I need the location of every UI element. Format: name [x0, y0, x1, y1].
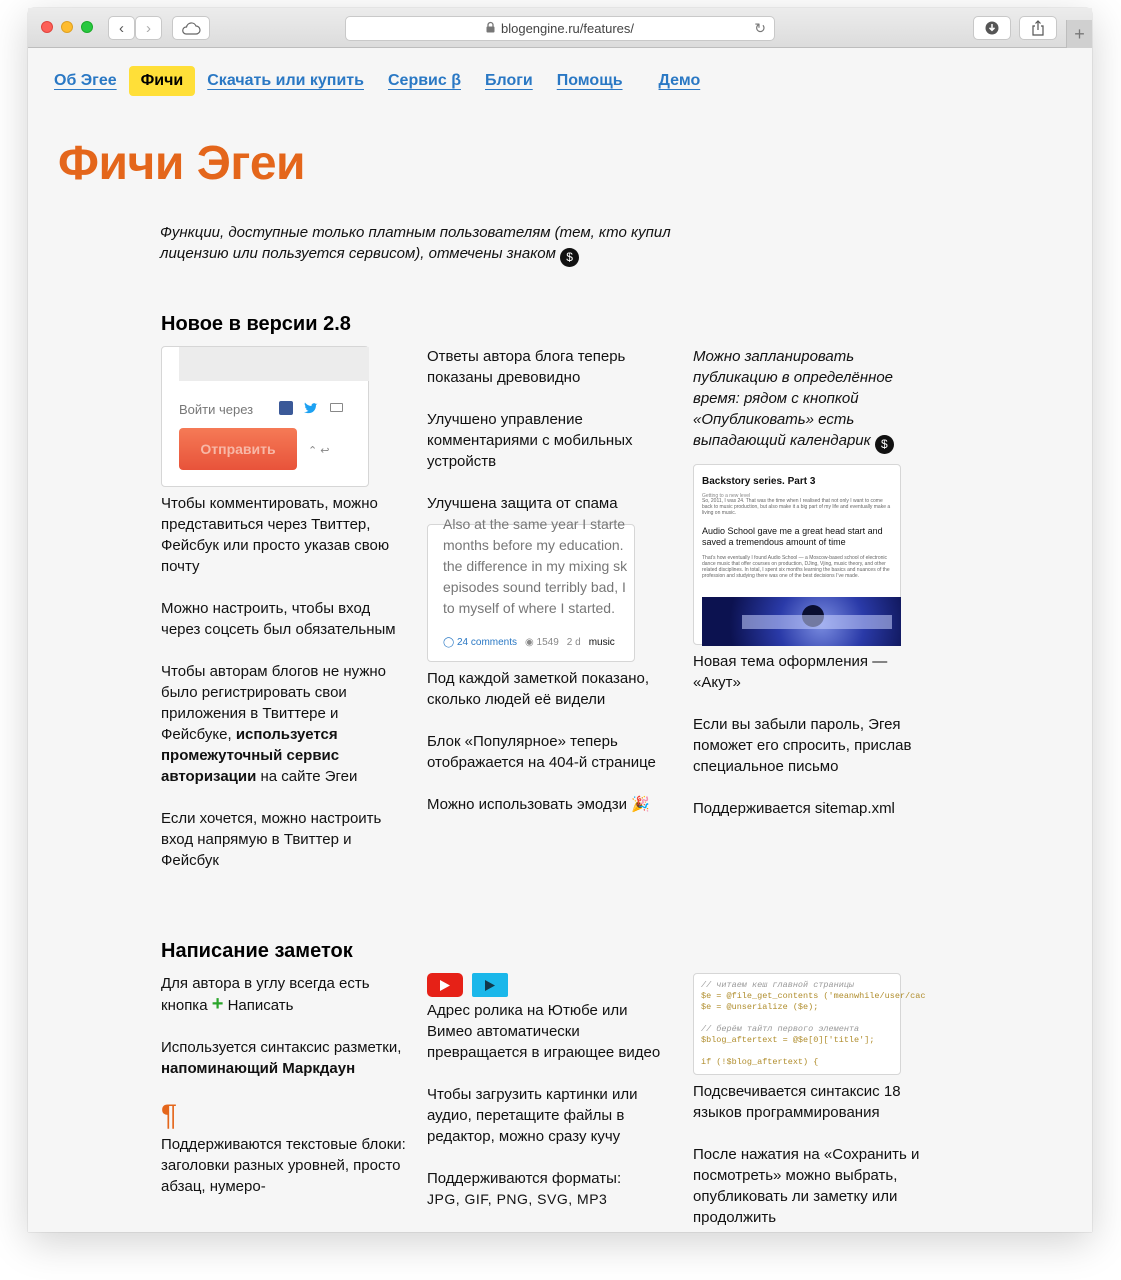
theme-post-title: Backstory series. Part 3: [702, 476, 816, 487]
share-icon: [1031, 20, 1045, 36]
download-icon: [985, 21, 999, 35]
feature-text-part: Используется синтаксис разметки,: [161, 1039, 402, 1056]
code-comment: // берём тайтл первого элемента: [701, 1024, 860, 1034]
submit-comment-button[interactable]: Отправить: [179, 428, 297, 470]
feature-text-part: на сайте Эгеи: [260, 768, 358, 785]
feature-text-part: Поддерживаются форматы:: [427, 1170, 622, 1187]
code-blank: [701, 1046, 893, 1057]
feature-text: Поддерживаются текстовые блоки: заголовки разных уровней, просто абзац, нумеро-: [161, 1136, 406, 1195]
feature-text-part: Чтобы авторам блогов не нужно было регистрировать свои приложения в Твиттере и Фейсбуке,: [161, 663, 386, 743]
pilcrow-icon: ¶: [161, 1099, 178, 1132]
code-comment: // читаем кеш главной страницы: [701, 980, 855, 990]
feature-text-bold: напоминающий Маркдаун: [161, 1060, 356, 1077]
feature-text: Под каждой заметкой показано, сколько людей её видели: [427, 670, 650, 708]
akut-theme-screenshot: [693, 464, 901, 645]
feature-text: [427, 794, 672, 815]
feature-text: Чтобы комментировать, можно представиться через Твиттер, Фейсбук или просто указав свою почту: [161, 495, 390, 575]
post-meta: [443, 632, 615, 653]
post-line: Also at the same year I starte: [443, 516, 626, 532]
post-line: months before my education.: [443, 537, 624, 553]
dollar-icon: $: [560, 248, 579, 267]
writing-column-3: [693, 973, 938, 1249]
facebook-icon: [279, 401, 293, 415]
theme-post-lead: Audio School gave me a great head start and saved a tremendous amount of time: [702, 526, 883, 547]
theme-post-paragraph: That’s how eventually I found Audio School — a Moscow-based school of electronic dance music that offer courses on production, DJing, Vjing, music theory, and other related disciplines. In total, I spent six months learning the basics and nuances of the profession and studying there was one of the best decisions I’ve made.: [702, 555, 890, 579]
share-button[interactable]: [1019, 16, 1057, 40]
feature-text: Новая тема оформления — «Акут»: [693, 653, 888, 691]
feature-text: [693, 346, 938, 454]
feature-text: Улучшено управление комментариями с мобильных устройств: [427, 411, 633, 470]
close-window-button[interactable]: [41, 21, 53, 33]
zoom-window-button[interactable]: [81, 21, 93, 33]
section-heading-new: Новое в версии 2.8: [161, 313, 351, 335]
theme-post-paragraph: So, 2011, I was 24. That was the time when I realised that not only I want to come back to music production, but also make it a big part of my life and eventually make a living on music.: [702, 498, 891, 516]
lock-icon: [486, 21, 495, 36]
writing-column-1: [161, 973, 406, 1218]
nav-service[interactable]: Сервис β: [387, 72, 461, 89]
browser-toolbar: [28, 8, 1092, 48]
youtube-icon: [427, 973, 463, 997]
post-views-screenshot: [427, 516, 635, 662]
theme-post-subtitle: Getting to a new level: [702, 493, 751, 499]
new-column-3: [693, 346, 938, 840]
page-title: Фичи Эгеи: [58, 137, 306, 190]
stage-light: [742, 615, 892, 629]
feature-text: Адрес ролика на Ютюбе или Вимео автоматически превращается в играющее видео: [427, 1002, 661, 1061]
new-column-1: [161, 346, 406, 892]
code-blank: [701, 1013, 893, 1024]
post-line: episodes sound terribly bad, I: [443, 579, 626, 595]
minimize-window-button[interactable]: [61, 21, 73, 33]
feature-text: [161, 1037, 406, 1079]
new-tab-button[interactable]: [1066, 20, 1092, 48]
twitter-icon: [303, 400, 318, 421]
post-line: the difference in my mixing sk: [443, 558, 628, 574]
comments-count: 24 comments: [456, 637, 518, 648]
nav-features[interactable]: Фичи: [129, 66, 196, 96]
vimeo-icon: [472, 973, 508, 997]
feature-text: [161, 973, 406, 1016]
feature-text-part: Для автора в углу всегда есть кнопка: [161, 975, 370, 1014]
video-icons: [427, 973, 672, 997]
feature-text-part: Можно использовать эмодзи: [427, 796, 627, 813]
intro-text: Функции, доступные только платным пользователям (тем, кто купил лицензию или пользуется сервисом), отмечены знаком: [160, 224, 671, 262]
writing-column-2: [427, 973, 672, 1231]
site-nav: [54, 66, 724, 96]
nav-blogs[interactable]: Блоги: [485, 72, 533, 89]
mail-icon: [330, 403, 343, 412]
eye-icon: ◉: [525, 637, 534, 648]
login-via-label: Войти через: [179, 402, 254, 417]
downloads-button[interactable]: [973, 16, 1011, 40]
plus-icon: +: [211, 993, 224, 1015]
nav-help[interactable]: Помощь: [556, 72, 623, 89]
chevron-right-icon: ›: [146, 19, 151, 37]
icloud-tabs-button[interactable]: [172, 16, 210, 40]
code-line: $e = @unserialize ($e);: [701, 1002, 819, 1012]
comment-form-screenshot: [161, 346, 369, 487]
post-line: to myself of where I started.: [443, 600, 615, 616]
feature-text: [427, 1168, 672, 1210]
cloud-icon: [181, 22, 201, 35]
post-excerpt: [443, 514, 643, 619]
post-age: 2 d: [566, 637, 581, 648]
section-heading-writing: Написание заметок: [161, 940, 353, 962]
feature-text: Блок «Популярное» теперь отображается на 404-й странице: [427, 733, 656, 771]
browser-window: [28, 8, 1092, 1232]
address-bar[interactable]: [345, 16, 775, 41]
nav-demo[interactable]: Демо: [658, 72, 701, 89]
formats-list: JPG, GIF, PNG, SVG, MP3: [427, 1191, 608, 1207]
code-highlight-screenshot: [693, 973, 926, 1075]
page-intro: [160, 222, 680, 267]
new-column-2: [427, 346, 672, 836]
feature-text: После нажатия на «Сохранить и посмотреть» можно выбрать, опубликовать ли заметку или продолжить: [693, 1146, 920, 1226]
feature-text-bold: используется промежуточный сервис авторизации: [161, 726, 340, 785]
plus-icon: +: [1074, 23, 1085, 44]
post-tag[interactable]: music: [588, 637, 615, 648]
feature-text: Можно настроить, чтобы вход через соцсеть был обязательным: [161, 600, 396, 638]
nav-download[interactable]: Скачать или купить: [207, 72, 364, 89]
feature-text: Если вы забыли пароль, Эгея поможет его спросить, прислав специальное письмо: [693, 716, 912, 775]
feature-text: Если хочется, можно настроить вход напрямую в Твиттер и Фейсбук: [161, 810, 382, 869]
comments-link[interactable]: [443, 632, 517, 653]
feature-text: Ответы автора блога теперь показаны древовидно: [427, 348, 626, 386]
nav-about[interactable]: Об Эгее: [54, 72, 117, 89]
comment-icon: ◯: [443, 637, 455, 648]
party-popper-icon: 🎉: [631, 796, 650, 813]
code-line: if (!$blog_aftertext) {: [701, 1057, 819, 1067]
address-url: blogengine.ru/features/: [501, 21, 634, 36]
code-line: $blog_aftertext = @$e[0]['title'];: [701, 1035, 875, 1045]
dollar-icon: $: [875, 435, 894, 454]
feature-text: Поддерживается sitemap.xml: [693, 800, 895, 817]
reload-icon[interactable]: ↻: [754, 20, 766, 36]
feature-text: Улучшена защита от спама: [427, 495, 618, 512]
concert-photo: [702, 597, 901, 646]
forward-button[interactable]: [135, 16, 162, 40]
back-button[interactable]: [108, 16, 135, 40]
views-count: 1549: [536, 637, 559, 648]
submit-shortcut-hint: ⌃ ↩: [308, 445, 330, 457]
comment-textarea: [179, 347, 369, 381]
feature-text-part: Написать: [227, 997, 294, 1014]
code-line: $e = @file_get_contents ('meanwhile/user/cac: [701, 991, 926, 1001]
feature-text-part: Можно запланировать публикацию в определённое время: рядом с кнопкой «Опубликовать» есть выпадающий календарик: [693, 348, 894, 449]
chevron-left-icon: ‹: [119, 19, 124, 37]
feature-text: Подсвечивается синтаксис 18 языков программирования: [693, 1083, 901, 1121]
feature-text: [161, 661, 406, 787]
feature-text: Чтобы загрузить картинки или аудио, перетащите файлы в редактор, можно сразу кучу: [427, 1086, 638, 1145]
